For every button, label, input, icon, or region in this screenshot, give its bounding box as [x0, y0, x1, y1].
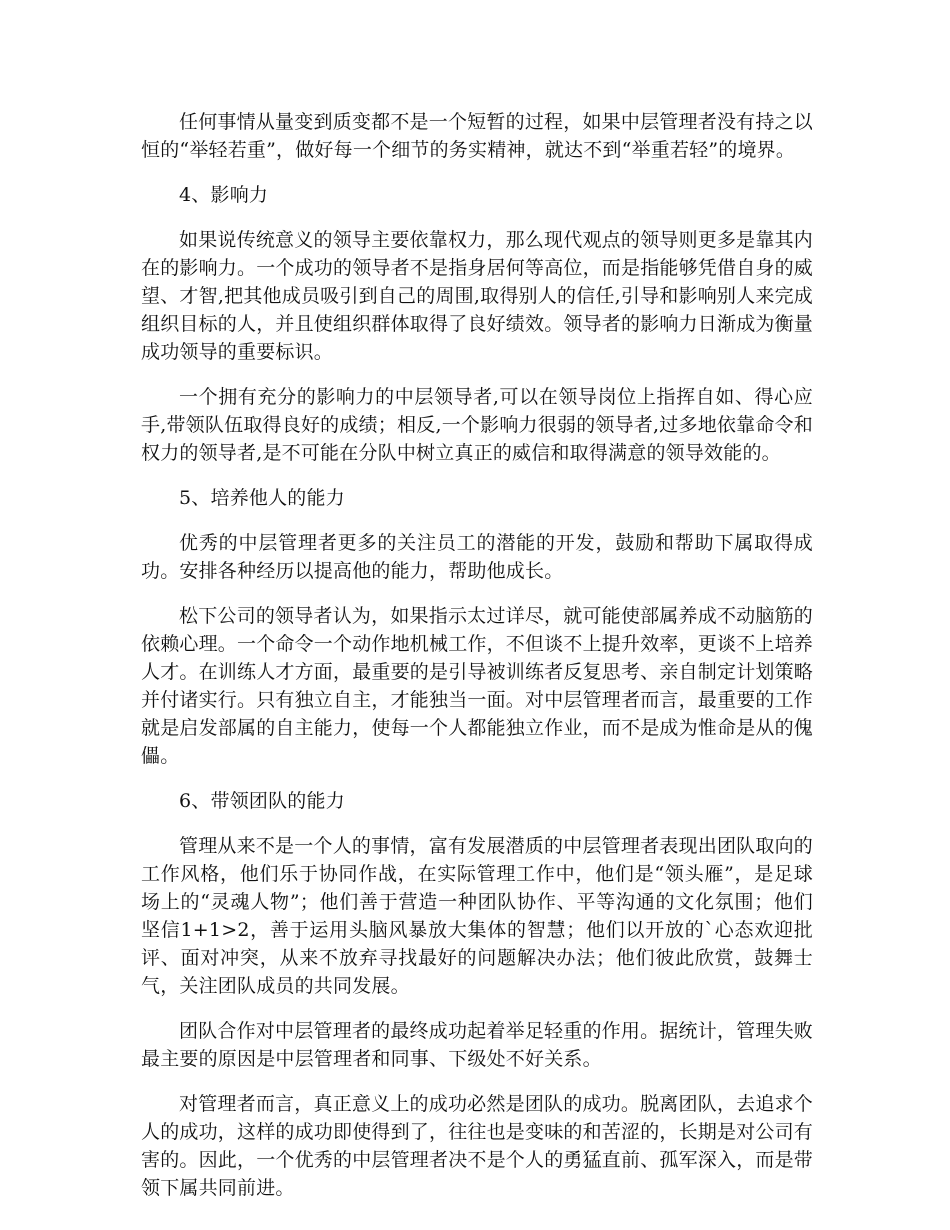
- paragraph: 管理从来不是一个人的事情，富有发展潜质的中层管理者表现出团队取向的工作风格，他们乐于协同作战，在实际管理工作中，他们是“领头雁”，是足球场上的“灵魂人物”；他们善于营造一种团队协作、平等沟通的文化氛围；他们坚信1+1>2，善于运用头脑风暴放大集体的智慧；他们以开放的`心态欢迎批评、面对冲突，从来不放弃寻找最好的问题解决办法；他们彼此欣赏，鼓舞士气，关注团队成员的共同发展。: [141, 835, 813, 997]
- section-heading: 4、影响力: [179, 184, 269, 206]
- document-body: [141, 108, 813, 1219]
- paragraph: 一个拥有充分的影响力的中层领导者,可以在领导岗位上指挥自如、得心应手,带领队伍取得良好的成绩；相反,一个影响力很弱的领导者,过多地依靠命令和权力的领导者,是不可能在分队中树立真正的威信和取得满意的领导效能的。: [141, 386, 813, 464]
- section-heading: 5、培养他人的能力: [179, 487, 345, 509]
- paragraph: 团队合作对中层管理者的最终成功起着举足轻重的作用。据统计，管理失败最主要的原因是中层管理者和同事、下级处不好关系。: [141, 1020, 813, 1070]
- paragraph: 如果说传统意义的领导主要依靠权力，那么现代观点的领导则更多是靠其内在的影响力。一个成功的领导者不是指身居何等高位，而是指能够凭借自身的威望、才智,把其他成员吸引到自己的周围,取得别人的信任,引导和影响别人来完成组织目标的人，并且使组织群体取得了良好绩效。领导者的影响力日渐成为衡量成功领导的重要标识。: [141, 229, 814, 363]
- paragraph: 任何事情从量变到质变都不是一个短暂的过程，如果中层管理者没有持之以恒的“举轻若重”，做好每一个细节的务实精神，就达不到“举重若轻”的境界。: [141, 111, 813, 161]
- paragraph: 松下公司的领导者认为，如果指示太过详尽，就可能使部属养成不动脑筋的依赖心理。一个命令一个动作地机械工作，不但谈不上提升效率，更谈不上培养人才。在训练人才方面，最重要的是引导被训练者反复思考、亲自制定计划策略并付诸实行。只有独立自主，才能独当一面。对中层管理者而言，最重要的工作就是启发部属的自主能力，使每一个人都能独立作业，而不是成为惟命是从的傀儡。: [141, 605, 814, 767]
- paragraph: 优秀的中层管理者更多的关注员工的潜能的开发，鼓励和帮助下属取得成功。安排各种经历以提高他的能力，帮助他成长。: [141, 532, 813, 582]
- paragraph: 对管理者而言，真正意义上的成功必然是团队的成功。脱离团队，去追求个人的成功，这样的成功即使得到了，往往也是变味的和苦涩的，长期是对公司有害的。因此，一个优秀的中层管理者决不是个人的勇猛直前、孤军深入，而是带领下属共同前进。: [141, 1093, 814, 1199]
- section-heading: 6、带领团队的能力: [179, 790, 345, 812]
